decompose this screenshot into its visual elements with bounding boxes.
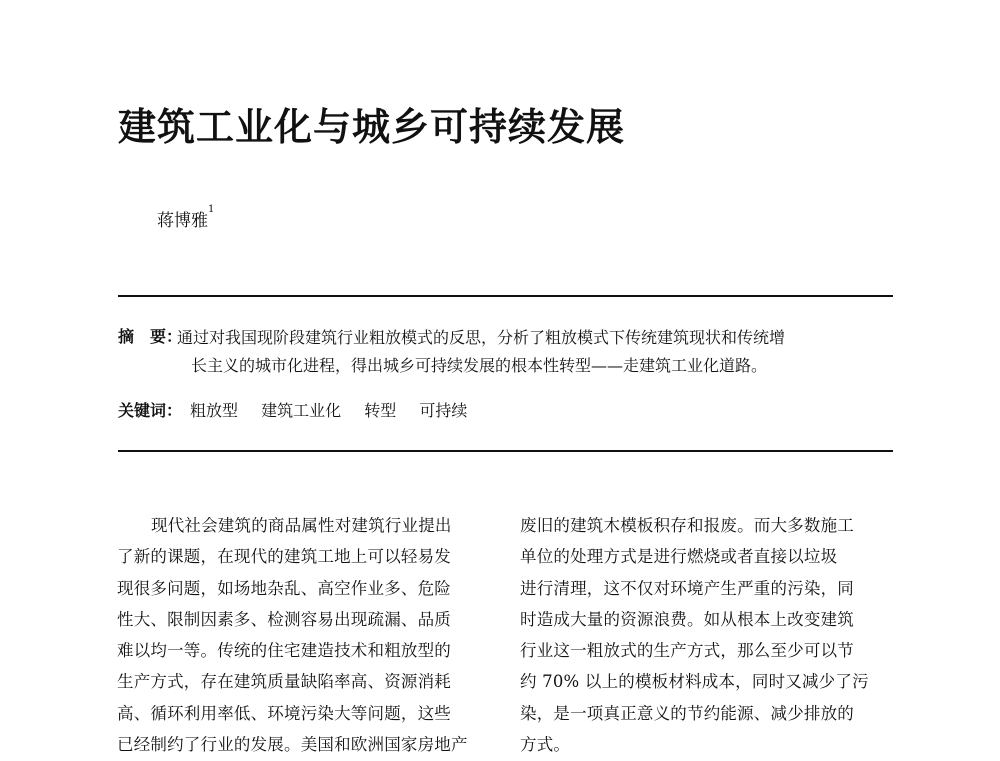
body-column-right xyxy=(520,510,898,760)
top-divider xyxy=(118,295,893,297)
keyword: 粗放型 xyxy=(190,401,239,420)
author-name: 蒋博雅 xyxy=(157,211,208,231)
body-line: 单位的处理方式是进行燃烧或者直接以垃圾 xyxy=(520,547,838,567)
keywords-label: 关键词： xyxy=(118,401,183,420)
body-line: 了新的课题，在现代的建筑工地上可以轻易发 xyxy=(117,547,451,567)
body-line: 高、循环利用率低、环境污染大等问题，这些 xyxy=(117,703,451,723)
abstract-line: 长主义的城市化进程，得出城乡可持续发展的根本性转型——走建筑工业化道路。 xyxy=(191,356,768,375)
body-line: 行业这一粗放式的生产方式，那么至少可以节 xyxy=(520,641,854,661)
keyword: 可持续 xyxy=(419,401,468,420)
body-line: 方式。 xyxy=(520,735,571,755)
body-line: 时造成大量的资源浪费。如从根本上改变建筑 xyxy=(520,609,854,629)
body-line: 进行清理，这不仅对环境产生严重的污染，同 xyxy=(520,578,854,598)
body-line: 生产方式，存在建筑质量缺陷率高、资源消耗 xyxy=(117,672,451,692)
body-column-left xyxy=(117,510,497,760)
body-line: 性大、限制因素多、检测容易出现疏漏、品质 xyxy=(117,609,451,629)
body-line: 现代社会建筑的商品属性对建筑行业提出 xyxy=(151,516,452,535)
keyword: 建筑工业化 xyxy=(261,401,342,420)
body-line: 难以均一等。传统的住宅建造技术和粗放型的 xyxy=(117,641,451,661)
abstract-line: 通过对我国现阶段建筑行业粗放模式的反思，分析了粗放模式下传统建筑现状和传统增 xyxy=(177,328,786,347)
abstract-label: 摘 要： xyxy=(118,327,183,346)
author-name-line xyxy=(157,206,214,231)
body-line: 已经制约了行业的发展。美国和欧洲国家房地产 xyxy=(117,735,468,755)
body-line: 废旧的建筑木模板积存和报废。而大多数施工 xyxy=(520,516,854,535)
author-footnote-mark: 1 xyxy=(208,204,215,215)
keywords-list xyxy=(190,398,485,421)
keyword: 转型 xyxy=(364,401,397,420)
abstract-text xyxy=(177,324,896,380)
paper-title: 建筑工业化与城乡可持续发展 xyxy=(118,104,626,149)
body-line: 约 70% 以上的模板材料成本，同时又减少了污 xyxy=(520,672,869,692)
body-line: 染，是一项真正意义的节约能源、减少排放的 xyxy=(520,703,854,723)
bottom-divider xyxy=(118,450,893,452)
body-line: 现很多问题，如场地杂乱、高空作业多、危险 xyxy=(117,578,451,598)
